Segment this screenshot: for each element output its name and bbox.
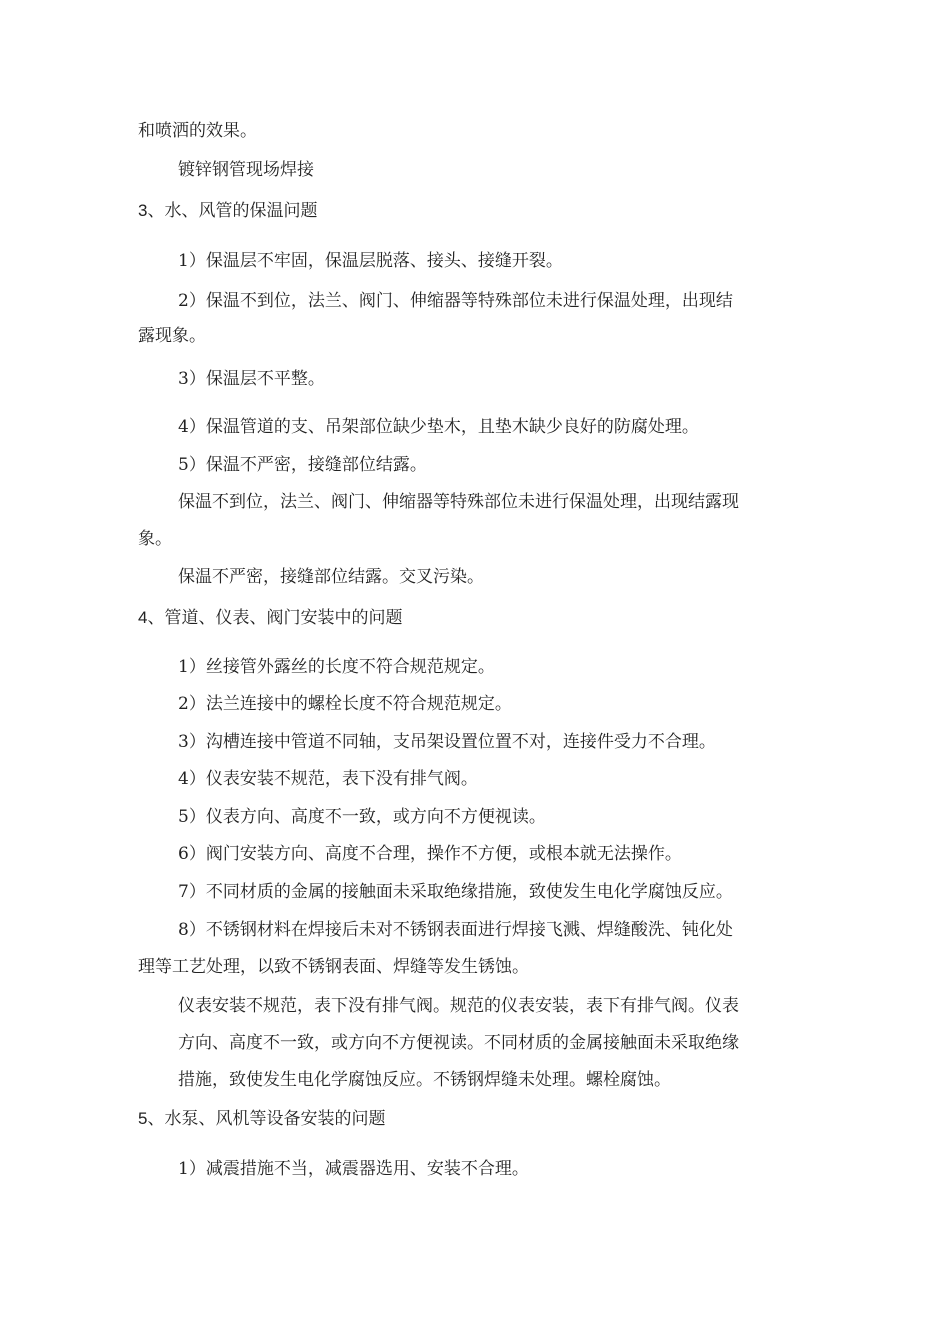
list-item-3-5: 5）保温不严密，接缝部位结露。 [178, 455, 427, 475]
image-caption-cont: 措施，致使发生电化学腐蚀反应。不锈钢焊缝未处理。螺栓腐蚀。 [178, 1070, 671, 1090]
image-caption: 镀锌钢管现场焊接 [178, 160, 314, 180]
list-item-4-2: 2）法兰连接中的螺栓长度不符合规范规定。 [178, 694, 512, 714]
list-item-3-2: 2）保温不到位，法兰、阀门、伸缩器等特殊部位未进行保温处理，出现结 [178, 291, 733, 311]
list-item-4-1: 1）丝接管外露丝的长度不符合规范规定。 [178, 657, 495, 677]
image-caption: 保温不严密，接缝部位结露。交叉污染。 [178, 567, 484, 587]
image-caption: 保温不到位，法兰、阀门、伸缩器等特殊部位未进行保温处理，出现结露现 [178, 492, 739, 512]
list-item-4-8: 8）不锈钢材料在焊接后未对不锈钢表面进行焊接飞溅、焊缝酸洗、钝化处 [178, 920, 733, 940]
list-item-3-1: 1）保温层不牢固，保温层脱落、接头、接缝开裂。 [178, 251, 563, 271]
list-item-3-3: 3）保温层不平整。 [178, 369, 325, 389]
list-item-4-6: 6）阀门安装方向、高度不合理，操作不方便，或根本就无法操作。 [178, 844, 682, 864]
list-item-3-2-cont: 露现象。 [138, 326, 206, 346]
list-item-4-8-cont: 理等工艺处理，以致不锈钢表面、焊缝等发生锈蚀。 [138, 957, 529, 977]
list-item-5-1: 1）减震措施不当，减震器选用、安装不合理。 [178, 1159, 529, 1179]
paragraph-continuation: 和喷洒的效果。 [138, 121, 257, 141]
list-item-3-4: 4）保温管道的支、吊架部位缺少垫木，且垫木缺少良好的防腐处理。 [178, 417, 699, 437]
list-item-4-5: 5）仪表方向、高度不一致，或方向不方便视读。 [178, 807, 546, 827]
image-caption: 仪表安装不规范，表下没有排气阀。规范的仪表安装，表下有排气阀。仪表 [178, 996, 739, 1016]
list-item-4-3: 3）沟槽连接中管道不同轴，支吊架设置位置不对，连接件受力不合理。 [178, 732, 716, 752]
section-heading-5: 5、水泵、风机等设备安装的问题 [138, 1109, 386, 1128]
image-caption-cont: 象。 [138, 529, 172, 549]
section-heading-4: 4、管道、仪表、阀门安装中的问题 [138, 608, 403, 627]
section-heading-3: 3、水、风管的保温问题 [138, 201, 318, 220]
list-item-4-4: 4）仪表安装不规范，表下没有排气阀。 [178, 769, 478, 789]
list-item-4-7: 7）不同材质的金属的接触面未采取绝缘措施，致使发生电化学腐蚀反应。 [178, 882, 733, 902]
image-caption-cont: 方向、高度不一致，或方向不方便视读。不同材质的金属接触面未采取绝缘 [178, 1033, 739, 1053]
